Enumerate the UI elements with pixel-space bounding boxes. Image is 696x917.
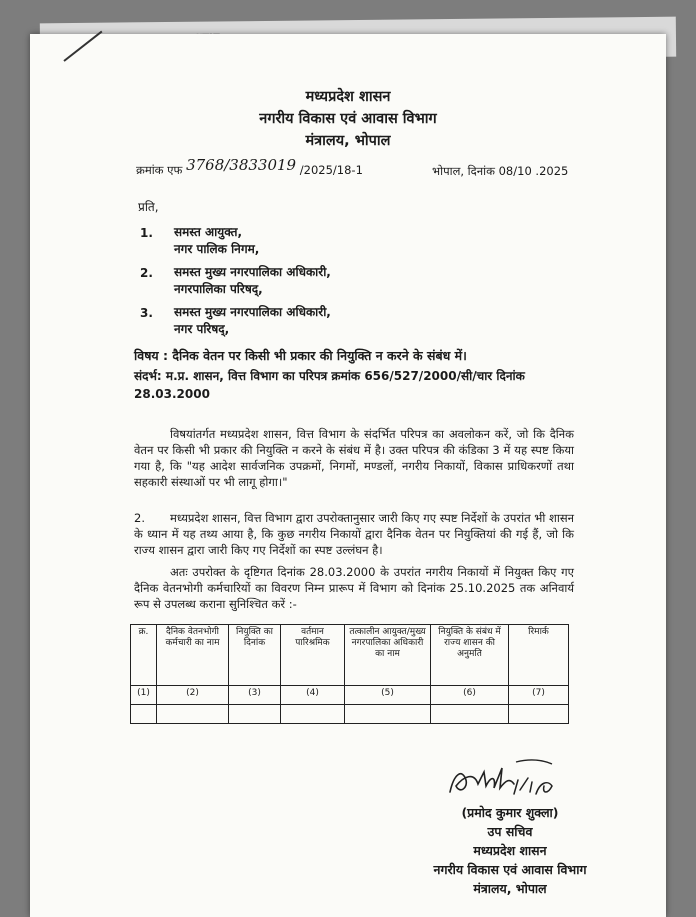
recipient-line1: समस्त आयुक्त, [174, 225, 243, 239]
table-header-row [131, 625, 569, 686]
table-cell: (5) [345, 686, 431, 705]
reference-suffix: /2025/18-1 [299, 163, 363, 177]
proforma-table [130, 624, 569, 724]
recipient-item [174, 304, 331, 338]
table-cell [281, 705, 345, 724]
table-header-cell: तत्कालीन आयुक्त/मुख्य नगरपालिका अधिकारी का नाम [345, 625, 431, 686]
handwritten-signature [444, 754, 564, 804]
signatory-ministry: मंत्रालय, भोपाल [473, 881, 547, 896]
table-cell [431, 705, 509, 724]
paragraph-2-text: मध्यप्रदेश शासन, वित्त विभाग द्वारा उपरोक्तानुसार जारी किए गए स्पष्ट निर्देशों के उपरांत भी शासन के ध्यान में यह तथ्य आया है, कि कुछ नगरीय निकायों द्वारा दैनिक वेतन पर नियुक्तियां की गई हैं, जो कि राज्य शासन द्वारा जारी किए गए निर्देशों का स्पष्ट उल्लंघन है। [134, 511, 574, 557]
table-header-cell: रिमार्क [509, 625, 569, 686]
recipient-line1: समस्त मुख्य नगरपालिका अधिकारी, [174, 265, 331, 279]
signatory-name: (प्रमोद कुमार शुक्ला) [461, 805, 559, 820]
reference-line: संदर्भ: म.प्र. शासन, वित्त विभाग का परिपत्र क्रमांक 656/527/2000/सी/चार दिनांक 28.03.2000 [134, 369, 525, 401]
recipient-item [174, 224, 259, 258]
recipient-line2: नगर परिषद्, [174, 322, 230, 336]
header-govt: मध्यप्रदेश शासन [305, 89, 391, 105]
table-header-cell: वर्तमान पारिश्रमिक [281, 625, 345, 686]
pen-stroke-mark [63, 31, 102, 62]
header-department: नगरीय विकास एवं आवास विभाग [259, 111, 437, 127]
table-cell [509, 705, 569, 724]
table-header-cell: नियुक्ति का दिनांक [229, 625, 281, 686]
table-cell: (3) [229, 686, 281, 705]
table-header-cell: दैनिक वेतनभोगी कर्मचारी का नाम [157, 625, 229, 686]
subject-line: विषय : दैनिक वेतन पर किसी भी प्रकार की नियुक्ति न करने के संबंध में। [134, 348, 467, 363]
paragraph-1: विषयांतर्गत मध्यप्रदेश शासन, वित्त विभाग के संदर्भित परिपत्र का अवलोकन करें, जो कि दैनिक वेतन पर किसी भी प्रकार की नियुक्ति न करने के संबंध में है। उक्त परिपत्र की कंडिका 3 में यह स्पष्ट किया गया है, कि "यह आदेश सार्वजनिक उपक्रमों, निगमों, मण्डलों, नगरीय निकायों, विकास प्राधिकरणों तथा सहकारी संस्थाओं पर भी लागू होगा।" [134, 427, 574, 489]
table-cell [345, 705, 431, 724]
letter-date: भोपाल, दिनांक 08/10 .2025 [432, 164, 569, 178]
table-cell: (6) [431, 686, 509, 705]
reference-handwritten-number: 3768/3833019 [186, 156, 297, 174]
table-cell: (4) [281, 686, 345, 705]
recipient-line1: समस्त मुख्य नगरपालिका अधिकारी, [174, 305, 331, 319]
paragraph-2-number: 2. [134, 511, 145, 525]
recipient-number: 1. [140, 226, 153, 240]
reference-prefix: क्रमांक एफ [136, 163, 183, 177]
table-cell: (7) [509, 686, 569, 705]
addressee-label: प्रति, [138, 200, 159, 214]
paragraph-3: अतः उपरोक्त के दृष्टिगत दिनांक 28.03.2000 के उपरांत नगरीय निकायों में नियुक्त किए गए दैनिक वेतनभोगी कर्मचारियों का विवरण निम्न प्रारूप में विभाग को दिनांक 25.10.2025 तक अनिवार्य रूप से उपलब्ध कराना सुनिश्चित करें :- [134, 565, 574, 611]
table-cell [157, 705, 229, 724]
table-row [131, 705, 569, 724]
paragraph-2 [134, 510, 574, 558]
letter-page [30, 34, 666, 917]
recipient-number: 3. [140, 306, 153, 320]
table-cell: (2) [157, 686, 229, 705]
recipient-line2: नगर पालिक निगम, [174, 242, 260, 256]
table-header-cell: क्र. [131, 625, 157, 686]
recipient-item [174, 264, 331, 298]
recipient-line2: नगरपालिका परिषद्, [174, 282, 263, 296]
signatory-govt: मध्यप्रदेश शासन [473, 843, 547, 858]
table-cell [131, 705, 157, 724]
header-ministry: मंत्रालय, भोपाल [305, 133, 391, 149]
signatory-designation: उप सचिव [487, 824, 533, 839]
recipient-number: 2. [140, 266, 153, 280]
signatory-department: नगरीय विकास एवं आवास विभाग [433, 862, 587, 877]
table-cell [229, 705, 281, 724]
table-header-cell: नियुक्ति के संबंध में राज्य शासन की अनुमति [431, 625, 509, 686]
reference-number [136, 156, 363, 178]
table-row [131, 686, 569, 705]
table-cell: (1) [131, 686, 157, 705]
